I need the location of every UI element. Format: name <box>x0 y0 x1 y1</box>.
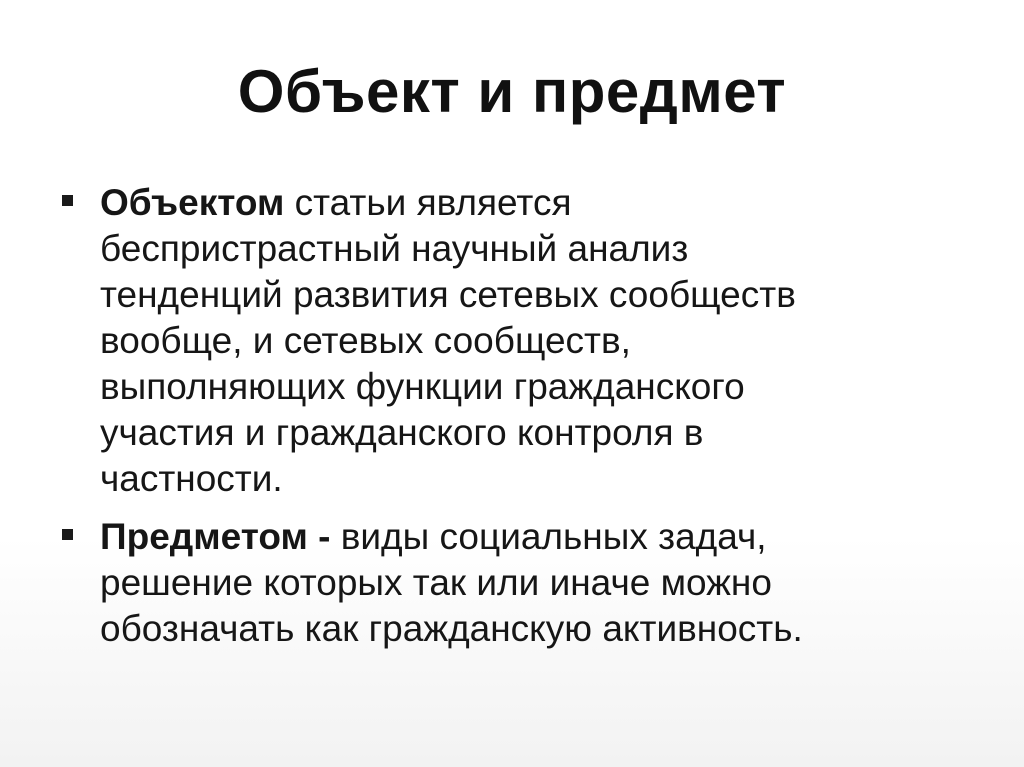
bullet-object <box>62 180 962 502</box>
bullet-list <box>62 180 962 652</box>
square-bullet-icon <box>62 529 73 540</box>
bullet-line: выполняющих функции гражданского <box>100 366 745 407</box>
bullet-line: беспристрастный научный анализ <box>100 228 689 269</box>
bullet-line: частности. <box>100 458 283 499</box>
bullet-line: Объектом статьи является <box>100 182 572 223</box>
bullet-line: тенденций развития сетевых сообществ <box>100 274 796 315</box>
bullet-term: Предметом - <box>100 516 331 557</box>
bullet-line: Предметом - виды социальных задач, <box>100 516 767 557</box>
bullet-line: обозначать как гражданскую активность. <box>100 608 803 649</box>
bullet-subject <box>62 514 962 652</box>
square-bullet-icon <box>62 195 73 206</box>
bullet-line: решение которых так или иначе можно <box>100 562 772 603</box>
bullet-term: Объектом <box>100 182 285 223</box>
bullet-line: участия и гражданского контроля в <box>100 412 704 453</box>
bullet-line: вообще, и сетевых сообществ, <box>100 320 631 361</box>
slide-title: Объект и предмет <box>237 58 787 125</box>
